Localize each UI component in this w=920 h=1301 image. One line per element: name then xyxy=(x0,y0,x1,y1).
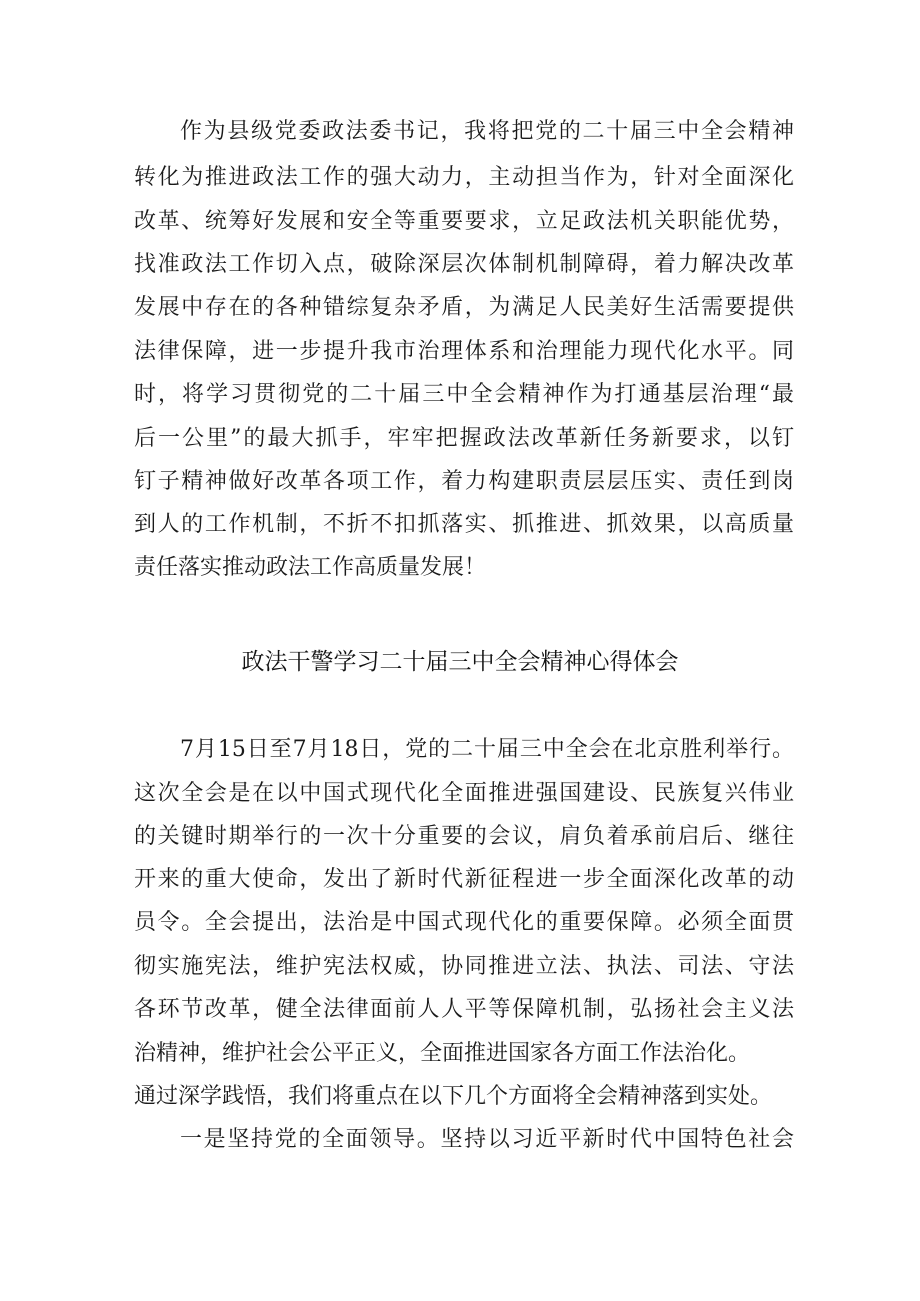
paragraph-line: 通过深学践悟，我们将重点在以下几个方面将全会精神落到实处。 xyxy=(134,1084,773,1109)
paragraph-line: 7月15日至7月18日，党的二十届三中全会在北京胜利举行。 xyxy=(180,737,794,762)
paragraph-line: 员令。全会提出，法治是中国式现代化的重要保障。必须全面贯 xyxy=(134,910,794,935)
paragraph-line: 各环节改革，健全法律面前人人平等保障机制，弘扬社会主义法 xyxy=(134,997,794,1022)
paragraph-line: 开来的重大使命，发出了新时代新征程进一步全面深化改革的动 xyxy=(134,867,794,892)
paragraph-line: 到人的工作机制，不折不扣抓落实、抓推进、抓效果，以高质量 xyxy=(134,512,794,537)
paragraph-line: 钉子精神做好改革各项工作，着力构建职责层层压实、责任到岗 xyxy=(134,469,794,494)
paragraph-line: 后一公里”的最大抓手，牢牢把握政法改革新任务新要求，以钉 xyxy=(134,426,794,451)
paragraph-line: 时，将学习贯彻党的二十届三中全会精神作为打通基层治理“最 xyxy=(134,382,794,407)
paragraph-line: 改革、统筹好发展和安全等重要要求，立足政法机关职能优势， xyxy=(134,209,794,234)
paragraph-line: 作为县级党委政法委书记，我将把党的二十届三中全会精神 xyxy=(180,119,794,144)
paragraph-line: 的关键时期举行的一次十分重要的会议，肩负着承前启后、继往 xyxy=(134,824,794,849)
paragraph-line: 转化为推进政法工作的强大动力，主动担当作为，针对全面深化 xyxy=(134,165,794,190)
paragraph-line: 彻实施宪法，维护宪法权威，协同推进立法、执法、司法、守法 xyxy=(134,954,794,979)
section-title: 政法干警学习二十届三中全会精神心得体会 xyxy=(241,649,679,675)
paragraph-line: 找准政法工作切入点，破除深层次体制机制障碍，着力解决改革 xyxy=(134,252,794,277)
paragraph-line: 法律保障，进一步提升我市治理体系和治理能力现代化水平。同 xyxy=(134,339,794,364)
paragraph-line: 治精神，维护社会公平正义，全面推进国家各方面工作法治化。 xyxy=(134,1041,751,1066)
paragraph-line: 一是坚持党的全面领导。坚持以习近平新时代中国特色社会 xyxy=(180,1127,794,1152)
paragraph-line: 责任落实推动政法工作高质量发展！ xyxy=(134,555,487,580)
paragraph-line: 这次全会是在以中国式现代化全面推进强国建设、民族复兴伟业 xyxy=(134,781,794,806)
paragraph-line: 发展中存在的各种错综复杂矛盾，为满足人民美好生活需要提供 xyxy=(134,295,794,320)
